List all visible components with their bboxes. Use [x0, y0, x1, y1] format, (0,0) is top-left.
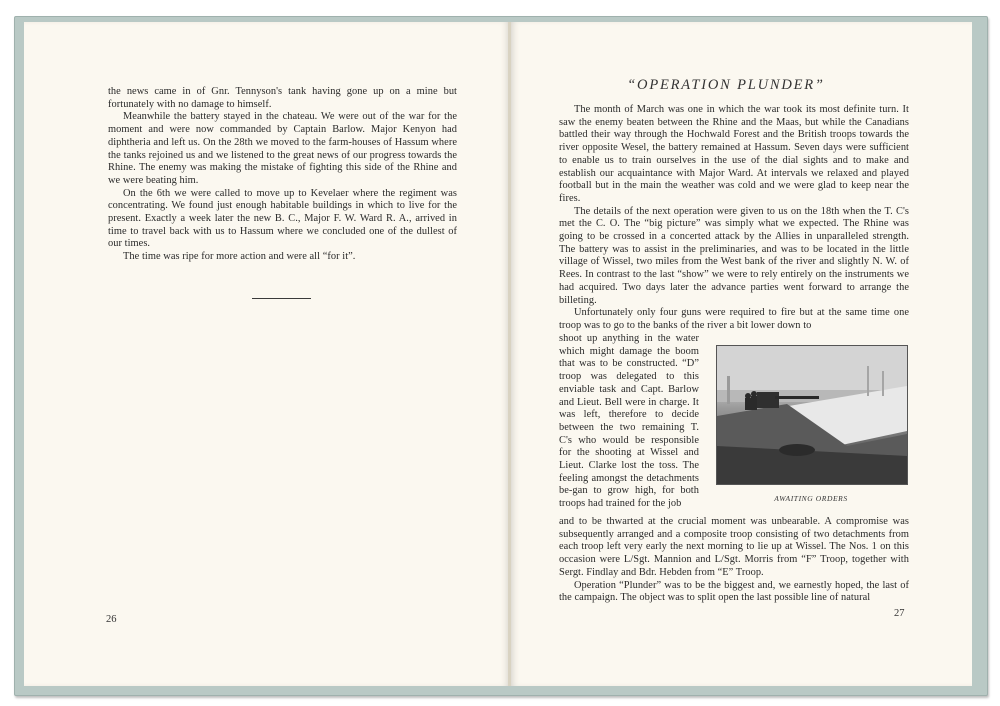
paragraph: The time was ripe for more action and were all “for it”. — [123, 251, 356, 263]
left-page-text — [108, 86, 457, 264]
paragraph: and to be thwarted at the crucial moment was unbearable. A compromise was subsequently arranged and a composite troop consisting of two detachments from each troop left very early the next morning to lie up at Wissel. The Nos. 1 on this occasion were L/Sgt. Mannion and L/Sgt. Morris from “F” Troop, together with Sergt. Findlay and Bdr. Hebden from “E” Troop. — [559, 516, 909, 578]
section-divider — [252, 298, 311, 299]
paragraph: The details of the next operation were given to us on the 18th when the T. C's met the C. O. The “big picture” was simply what we expected. The Rhine was going to be crossed in a concerted attack by the Allies in unparalleled strength. The battery was to assist in the preliminaries, and was to be located in the little village of Wissel, two miles from the West bank of the river and slightly N. W. of Rees. In contrast to the last “show” we were to rely entirely on the instruments we had acquired. Two days later the advance parties went forward to arrange the billeting. — [559, 205, 909, 306]
paragraph: On the 6th we were called to move up to Kevelaer where the regiment was concentrating. We found just enough habitable buildings in which to live for the present. Exactly a week later the new B. C., Major F. W. Ward R. A., arrived in time to travel back with us to Hassum where we concluded one of the dullest of our times. — [108, 187, 457, 250]
paragraph: Unfortunately only four guns were required to fire but at the same time one troop was to go to the banks of the river a bit lower down to — [559, 307, 909, 331]
paragraph: The month of March was one in which the war took its most definite turn. It saw the enemy beaten between the Rhine and the Maas, but while the Canadians battled their way through the Hochwald Forest and the British troops towards the river opposite Wesel, the battery remained at Hassum. Seven days were sufficient to enable us to train ourselves in the use of the dial sights and to make and establish our acquaintance with Major Ward. At intervals we relaxed and played football but in the main the weather was cold and we were glad to keep near the fires. — [559, 104, 909, 204]
chapter-heading: “OPERATION PLUNDER” — [627, 77, 825, 93]
paragraph: shoot up anything in the water which might damage the boom that was to be constructed. “D” troop was delegated to this enviable task and Capt. Barlow and Lieut. Bell were in charge. It was left, therefore to decide between the two remaining T. C's who would be responsible for the shooting at Wissel and Lieut. Clarke lost the toss. The feeling amongst the detachments be-gan to grow high, for both troops had trained for the job — [559, 333, 699, 510]
page-number-left: 26 — [106, 614, 117, 625]
right-page-text-wrap — [559, 333, 699, 511]
photo-scene-illustration — [717, 346, 907, 484]
photo-caption: AWAITING ORDERS — [774, 494, 848, 503]
photograph-gun-crew — [716, 345, 908, 485]
paragraph: the news came in of Gnr. Tennyson's tank having gone up on a mine but fortunately with no damage to himself. — [108, 86, 457, 110]
right-page-text-bottom — [559, 516, 909, 605]
page-number-right: 27 — [894, 608, 905, 619]
book-gutter — [508, 22, 511, 686]
paragraph: Meanwhile the battery stayed in the chateau. We were out of the war for the moment and were now commanded by Captain Barlow. Major Kenyon had diphtheria and left us. On the 28th we moved to the farm-houses of Hassum where the tanks rejoined us and we listened to the great news of our progress towards the Rhine. The enemy was making the mistake of fighting this side of the Rhine and we were beating him. — [108, 111, 457, 186]
paragraph: Operation “Plunder” was to be the biggest and, we earnestly hoped, the last of the campaign. The object was to split open the last possible line of natural — [559, 579, 909, 604]
right-page-text-top — [559, 104, 909, 333]
